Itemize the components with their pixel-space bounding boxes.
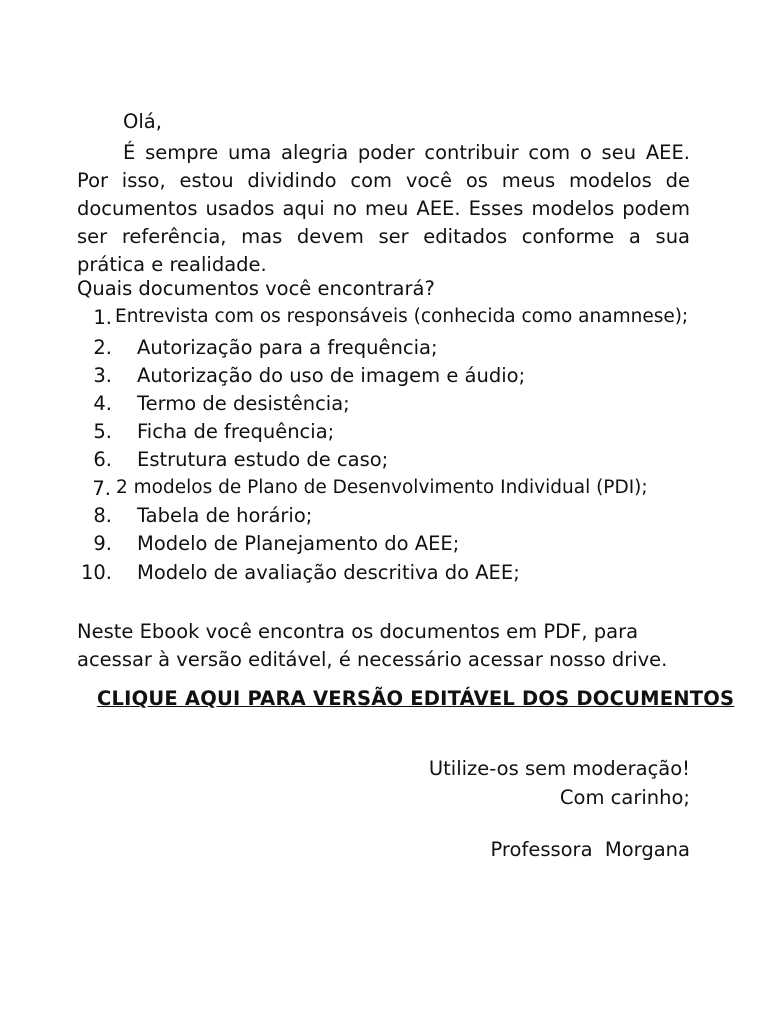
list-item-text: Modelo de avaliação descritiva do AEE; xyxy=(137,561,520,584)
signature: Professora Morgana xyxy=(490,838,690,861)
list-item-number: 9. xyxy=(93,532,112,555)
list-item-text: Termo de desistência; xyxy=(137,392,350,415)
list-item-number: 3. xyxy=(93,364,112,387)
section-question: Quais documentos você encontrará? xyxy=(77,277,435,300)
intro-text: É sempre uma alegria poder contribuir com o seu AEE. Por isso, estou dividindo com você os meus modelos de documentos usados aqui no meu AEE. Esses modelos podem ser referência, mas devem ser editados conforme a sua prática e realidade. xyxy=(77,141,690,276)
note-paragraph: Neste Ebook você encontra os documentos em PDF, para acessar à versão editável, é necessário acessar nosso drive. xyxy=(77,620,668,671)
closing-line: Utilize-os sem moderação! xyxy=(428,757,690,780)
list-item-number: 5. xyxy=(93,420,112,443)
list-item-text: 2 modelos de Plano de Desenvolvimento Individual (PDI); xyxy=(116,477,648,498)
list-item-number: 10. xyxy=(80,561,112,584)
list-item-number: 6. xyxy=(93,448,112,471)
list-item-number: 1. xyxy=(93,306,112,329)
list-item-number: 4. xyxy=(93,392,112,415)
closing-salutation: Com carinho; xyxy=(559,786,690,809)
list-item-text: Tabela de horário; xyxy=(137,504,313,527)
list-item-number: 7. xyxy=(92,477,111,500)
list-item-text: Estrutura estudo de caso; xyxy=(137,448,389,471)
list-item-text: Autorização do uso de imagem e áudio; xyxy=(137,364,526,387)
list-item-number: 8. xyxy=(93,504,112,527)
intro-paragraph xyxy=(77,139,690,279)
list-item-text: Modelo de Planejamento do AEE; xyxy=(137,532,460,555)
editable-documents-link[interactable]: CLIQUE AQUI PARA VERSÃO EDITÁVEL DOS DOCUMENTOS xyxy=(97,687,735,710)
list-item-number: 2. xyxy=(93,336,112,359)
greeting: Olá, xyxy=(123,110,162,133)
list-item-text: Ficha de frequência; xyxy=(137,420,335,443)
list-item-text: Autorização para a frequência; xyxy=(137,336,438,359)
list-item-text: Entrevista com os responsáveis (conhecida como anamnese); xyxy=(115,306,689,327)
